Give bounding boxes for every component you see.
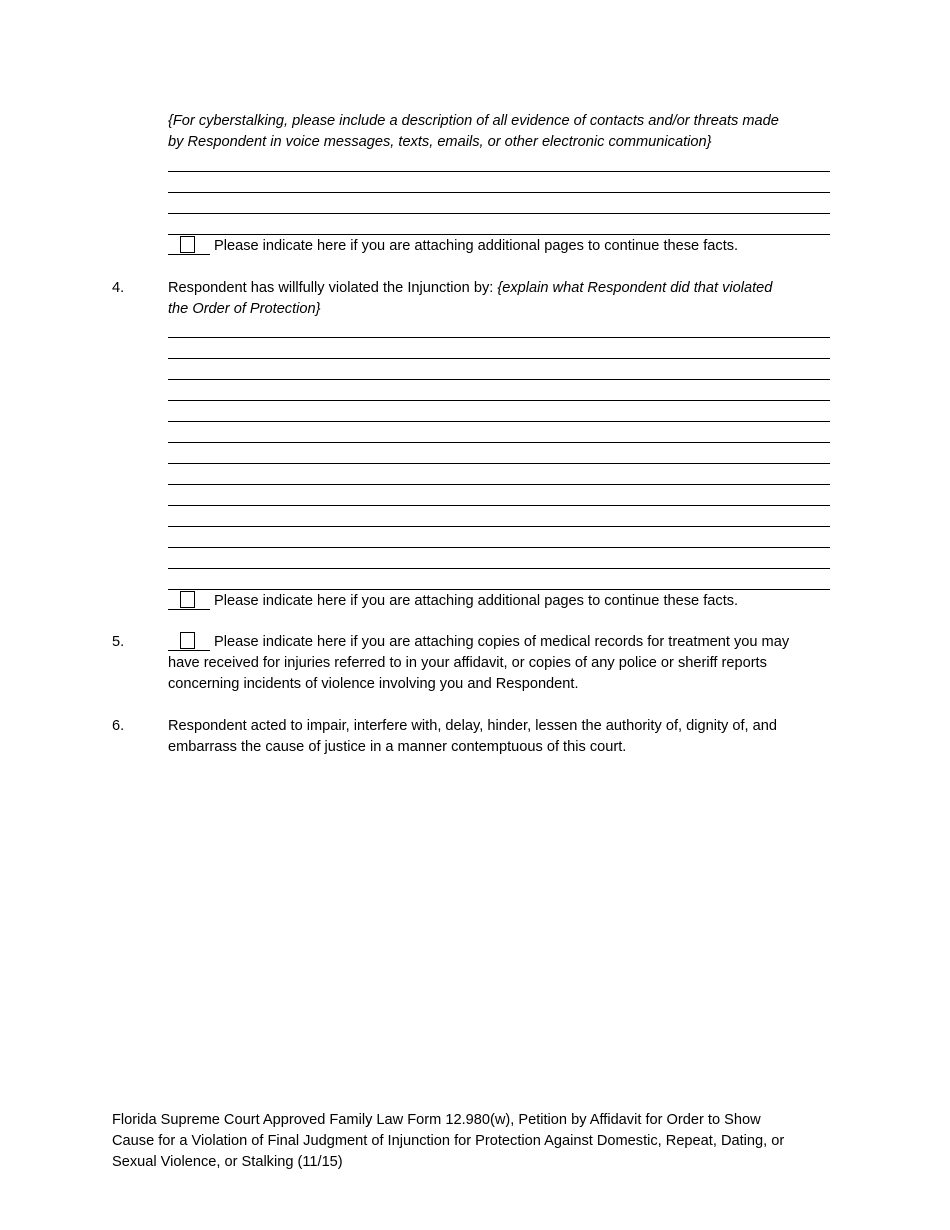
violation-answer-line[interactable] [168,484,830,485]
item-6-number: 6. [112,718,125,734]
checkbox-square-icon[interactable] [180,591,195,608]
item-6-line-1: Respondent acted to impair, interfere with, delay, hinder, lessen the authority of, dignity of, and [168,718,777,734]
cyberstalking-answer-line[interactable] [168,213,830,214]
violation-answer-line[interactable] [168,463,830,464]
violation-answer-line[interactable] [168,505,830,506]
item-4-hint-line-2: the Order of Protection} [168,301,321,317]
violation-answer-line[interactable] [168,568,830,569]
attach-pages-checkbox-1[interactable] [168,236,210,255]
checkbox-square-icon[interactable] [180,632,195,649]
cyberstalking-answer-line[interactable] [168,234,830,235]
item-4-hint-line-1: {explain what Respondent did that violated [497,280,773,296]
violation-answer-line[interactable] [168,358,830,359]
violation-answer-line[interactable] [168,400,830,401]
item-6-line-2: embarrass the cause of justice in a manner contemptuous of this court. [168,739,627,755]
item-4-text [168,278,772,299]
footer-line-2: Cause for a Violation of Final Judgment of Injunction for Protection Against Domestic, Repeat, Dating, or [112,1133,785,1149]
footer-line-3: Sexual Violence, or Stalking (11/15) [112,1154,343,1170]
cyberstalking-answer-line[interactable] [168,171,830,172]
cyberstalking-instruction-line-2: by Respondent in voice messages, texts, emails, or other electronic communication} [168,134,712,150]
attach-pages-checkbox-2[interactable] [168,591,210,610]
violation-answer-line[interactable] [168,379,830,380]
violation-answer-line[interactable] [168,526,830,527]
item-5-line-3: concerning incidents of violence involving you and Respondent. [168,676,579,692]
item-5-number: 5. [112,634,125,650]
item-5-line-2: have received for injuries referred to in your affidavit, or copies of any police or sheriff reports [168,655,767,671]
attach-records-checkbox[interactable] [168,632,210,651]
violation-answer-line[interactable] [168,337,830,338]
footer-line-1: Florida Supreme Court Approved Family Law Form 12.980(w), Petition by Affidavit for Order to Show [112,1112,761,1128]
item-5-line-1: Please indicate here if you are attaching copies of medical records for treatment you may [214,634,790,650]
form-footer [112,1110,852,1173]
violation-answer-line[interactable] [168,442,830,443]
attach-pages-label-1: Please indicate here if you are attaching additional pages to continue these facts. [214,238,739,254]
cyberstalking-answer-line[interactable] [168,192,830,193]
item-4-number: 4. [112,280,125,296]
violation-answer-line[interactable] [168,421,830,422]
violation-answer-line[interactable] [168,589,830,590]
violation-answer-line[interactable] [168,547,830,548]
item-4-statement: Respondent has willfully violated the Injunction by: [168,280,498,296]
cyberstalking-instruction-line-1: {For cyberstalking, please include a description of all evidence of contacts and/or threats made [168,113,779,129]
checkbox-square-icon[interactable] [180,236,195,253]
attach-pages-label-2: Please indicate here if you are attaching additional pages to continue these facts. [214,593,739,609]
